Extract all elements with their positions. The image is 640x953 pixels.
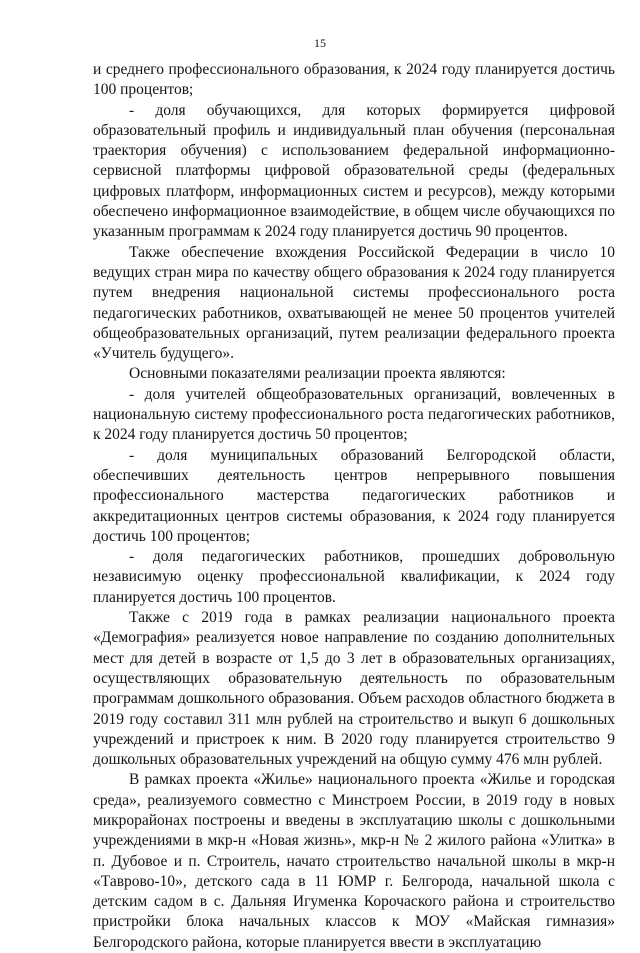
paragraph-continuation: и среднего профессионального образования, к 2024 году планируется достичь 100 процентов; <box>93 61 615 99</box>
document-body <box>93 60 615 953</box>
paragraph-indicators-intro: Основными показателями реализации проекта являются: <box>129 365 506 383</box>
list-item-digital-profile: - доля обучающихся, для которых формируется цифровой образовательный профиль и индивидуальный план обучения (персональная траектория обучения) с использованием федеральной информационно-сервисной платформы цифровой образовательной среды (федеральных цифровых платформ, информационных систем и ресурсов), между которыми обеспечено информационное взаимодействие, в общем числе обучающихся по указанным программам к 2024 году планируется достичь 90 процентов. <box>93 101 615 241</box>
list-item-teachers-share: - доля учителей общеобразовательных организаций, вовлеченных в национальную систему профессионального роста педагогических работников, к 2024 году планируется достичь 50 процентов; <box>93 385 615 444</box>
paragraph-teacher-of-future: Также обеспечение вхождения Российской Федерации в число 10 ведущих стран мира по качеству общего образования к 2024 году планируется путем внедрения национальной системы профессионального роста педагогических работников, охватывающей не менее 50 процентов учителей общеобразовательных организаций, путем реализации федерального проекта «Учитель будущего». <box>93 243 615 363</box>
paragraph-demography: Также с 2019 года в рамках реализации национального проекта «Демография» реализуется новое направление по созданию дополнительных мест для детей в возрасте от 1,5 до 3 лет в образовательных организациях, осуществляющих образовательную деятельность по образовательным программам дошкольного образования. Объем расходов областного бюджета в 2019 году составил 311 млн рублей на строительство и выкуп 6 дошкольных учреждений и пристроек к ним. В 2020 году планируется строительство 9 дошкольных образовательных учреждений на общую сумму 476 млн рублей. <box>93 609 615 769</box>
paragraph-housing: В рамках проекта «Жилье» национального проекта «Жилье и городская среда», реализуемого совместно с Минстроем России, в 2019 году в новых микрорайонах построены и введены в эксплуатацию школы с дошкольными учреждениями в мкр-н «Новая жизнь», мкр-н № 2 жилого района «Улитка» в п. Дубовое и п. Строитель, начато строительство начальной школы в мкр-н «Таврово-10», детского сада в 11 ЮМР г. Белгорода, начальной школа с детским садом в с. Дальняя Игуменка Корочаского района и строительство пристройки блока начальных классов к МОУ «Майская гимназия» Белгородского района, которые планируется ввести в эксплуатацию <box>93 771 615 951</box>
list-item-qualification-assessment: - доля педагогических работников, прошедших добровольную независимую оценку профессиональной квалификации, к 2024 году планируется достичь 100 процентов. <box>93 548 615 606</box>
page-number: 15 <box>314 36 326 50</box>
list-item-municipalities-share: - доля муниципальных образований Белгородской области, обеспечивших деятельность центров непрерывного повышения профессионального мастерства педагогических работников и аккредитационных центров системы образования, к 2024 году планируется достичь 100 процентов; <box>93 446 615 545</box>
